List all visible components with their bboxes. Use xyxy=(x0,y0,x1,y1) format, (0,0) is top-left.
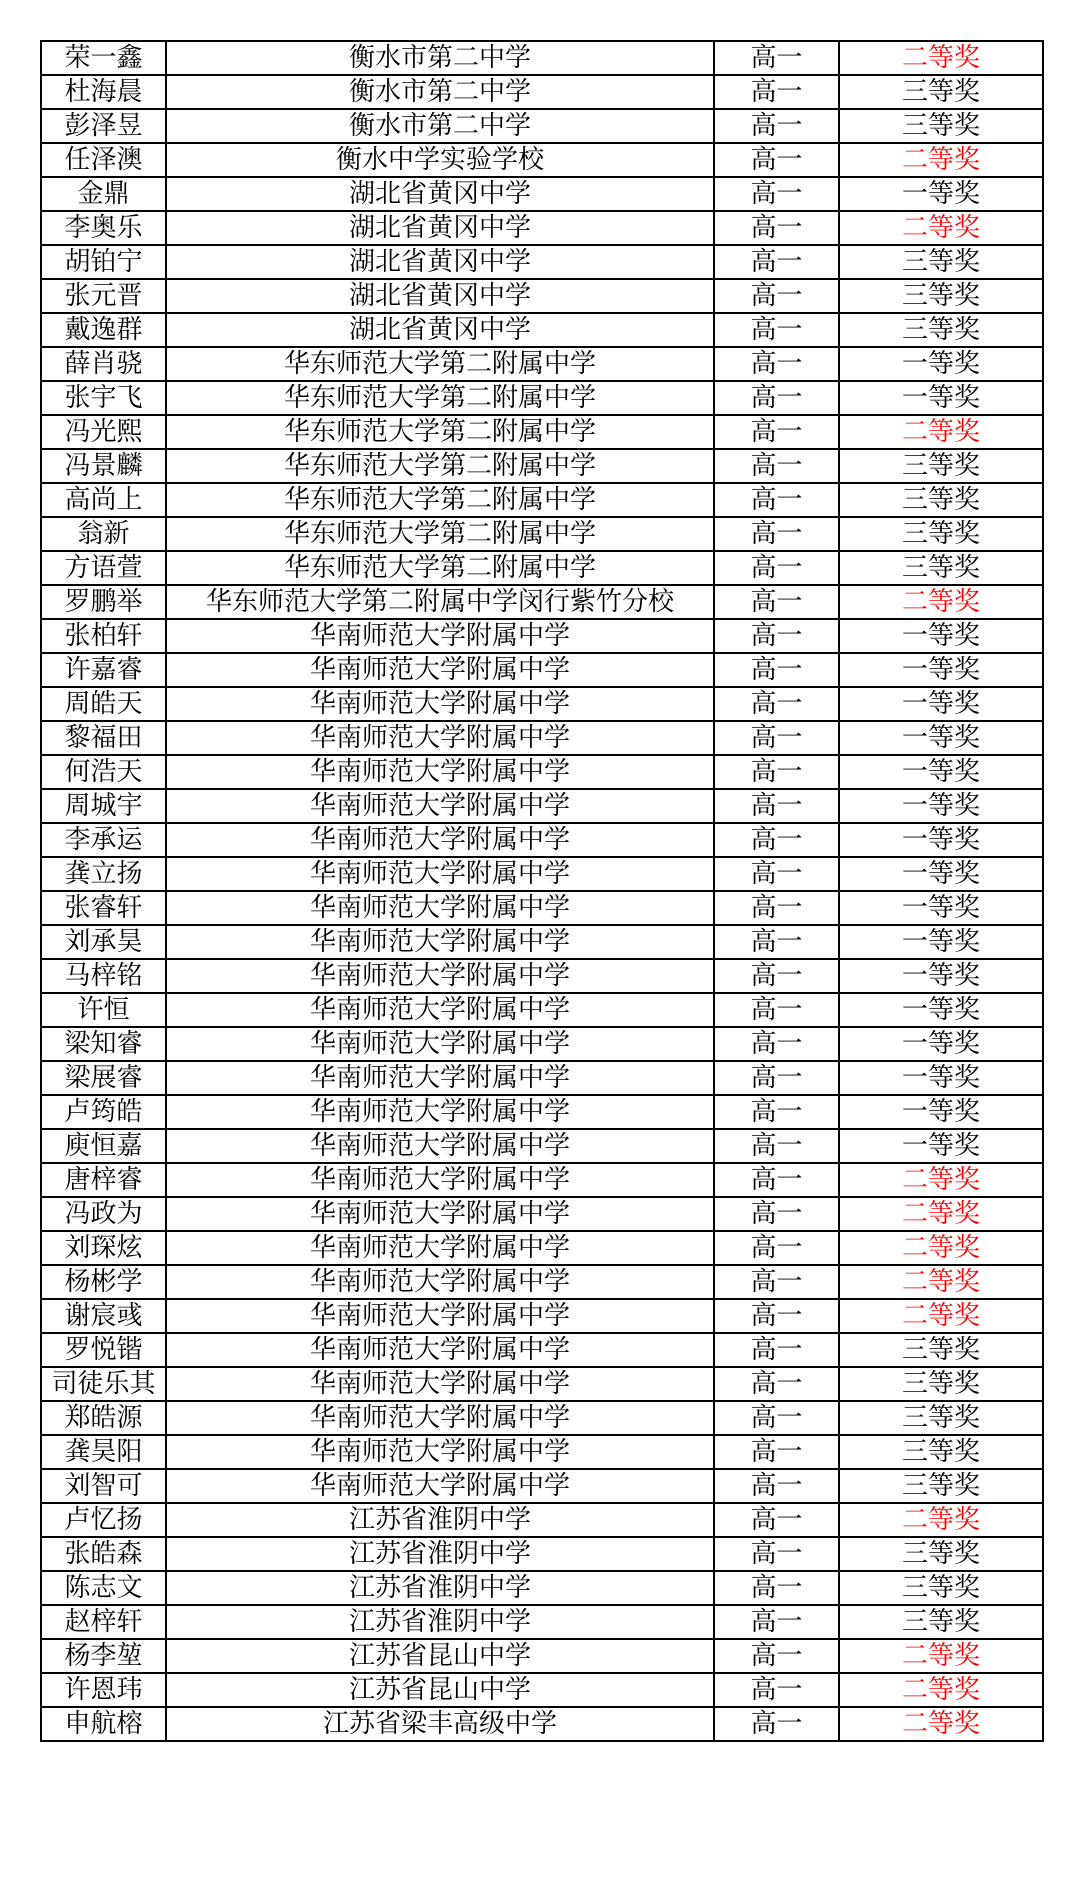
grade-cell: 高一 xyxy=(714,1537,839,1571)
school-cell: 华南师范大学附属中学 xyxy=(166,1265,714,1299)
grade-cell: 高一 xyxy=(714,517,839,551)
grade-cell: 高一 xyxy=(714,279,839,313)
award-cell: 一等奖 xyxy=(839,789,1043,823)
grade-cell: 高一 xyxy=(714,721,839,755)
student-name-cell: 张皓森 xyxy=(41,1537,166,1571)
table-row xyxy=(41,721,1043,755)
table-row xyxy=(41,313,1043,347)
grade-cell: 高一 xyxy=(714,381,839,415)
table-row xyxy=(41,1061,1043,1095)
student-name-cell: 许嘉睿 xyxy=(41,653,166,687)
table-row xyxy=(41,41,1043,75)
school-cell: 华南师范大学附属中学 xyxy=(166,1163,714,1197)
award-cell: 三等奖 xyxy=(839,1537,1043,1571)
award-cell: 三等奖 xyxy=(839,449,1043,483)
student-name-cell: 薛肖骁 xyxy=(41,347,166,381)
award-cell: 三等奖 xyxy=(839,75,1043,109)
table-row xyxy=(41,109,1043,143)
student-name-cell: 张宇飞 xyxy=(41,381,166,415)
table-row xyxy=(41,143,1043,177)
award-cell: 二等奖 xyxy=(839,1163,1043,1197)
award-cell: 三等奖 xyxy=(839,1401,1043,1435)
table-row xyxy=(41,1095,1043,1129)
school-cell: 华南师范大学附属中学 xyxy=(166,755,714,789)
grade-cell: 高一 xyxy=(714,1197,839,1231)
table-row xyxy=(41,857,1043,891)
student-name-cell: 高尚上 xyxy=(41,483,166,517)
school-cell: 湖北省黄冈中学 xyxy=(166,177,714,211)
award-cell: 一等奖 xyxy=(839,721,1043,755)
grade-cell: 高一 xyxy=(714,755,839,789)
grade-cell: 高一 xyxy=(714,143,839,177)
table-row xyxy=(41,925,1043,959)
award-cell: 二等奖 xyxy=(839,1673,1043,1707)
school-cell: 华南师范大学附属中学 xyxy=(166,1129,714,1163)
school-cell: 华东师范大学第二附属中学 xyxy=(166,551,714,585)
school-cell: 华南师范大学附属中学 xyxy=(166,687,714,721)
table-row xyxy=(41,551,1043,585)
award-cell: 三等奖 xyxy=(839,1435,1043,1469)
award-cell: 一等奖 xyxy=(839,993,1043,1027)
award-cell: 一等奖 xyxy=(839,619,1043,653)
grade-cell: 高一 xyxy=(714,687,839,721)
award-table-body xyxy=(41,41,1043,1741)
student-name-cell: 郑皓源 xyxy=(41,1401,166,1435)
award-cell: 一等奖 xyxy=(839,1061,1043,1095)
student-name-cell: 梁展睿 xyxy=(41,1061,166,1095)
table-row xyxy=(41,347,1043,381)
student-name-cell: 杨彬学 xyxy=(41,1265,166,1299)
student-name-cell: 冯光熙 xyxy=(41,415,166,449)
school-cell: 湖北省黄冈中学 xyxy=(166,211,714,245)
student-name-cell: 刘智可 xyxy=(41,1469,166,1503)
school-cell: 华东师范大学第二附属中学 xyxy=(166,483,714,517)
table-row xyxy=(41,1163,1043,1197)
student-name-cell: 金鼎 xyxy=(41,177,166,211)
school-cell: 江苏省淮阴中学 xyxy=(166,1537,714,1571)
student-name-cell: 任泽澳 xyxy=(41,143,166,177)
table-row xyxy=(41,1129,1043,1163)
school-cell: 华南师范大学附属中学 xyxy=(166,1401,714,1435)
grade-cell: 高一 xyxy=(714,925,839,959)
grade-cell: 高一 xyxy=(714,1299,839,1333)
table-row xyxy=(41,1367,1043,1401)
table-row xyxy=(41,823,1043,857)
table-row xyxy=(41,993,1043,1027)
student-name-cell: 杨李堃 xyxy=(41,1639,166,1673)
award-cell: 二等奖 xyxy=(839,211,1043,245)
award-cell: 一等奖 xyxy=(839,891,1043,925)
grade-cell: 高一 xyxy=(714,789,839,823)
award-cell: 二等奖 xyxy=(839,415,1043,449)
table-row xyxy=(41,1299,1043,1333)
grade-cell: 高一 xyxy=(714,959,839,993)
grade-cell: 高一 xyxy=(714,857,839,891)
student-name-cell: 刘琛炫 xyxy=(41,1231,166,1265)
table-row xyxy=(41,1027,1043,1061)
table-row xyxy=(41,687,1043,721)
student-name-cell: 卢筠皓 xyxy=(41,1095,166,1129)
school-cell: 华南师范大学附属中学 xyxy=(166,1027,714,1061)
student-name-cell: 李承运 xyxy=(41,823,166,857)
school-cell: 华南师范大学附属中学 xyxy=(166,925,714,959)
table-row xyxy=(41,1197,1043,1231)
school-cell: 江苏省淮阴中学 xyxy=(166,1503,714,1537)
grade-cell: 高一 xyxy=(714,1401,839,1435)
student-name-cell: 龚昊阳 xyxy=(41,1435,166,1469)
student-name-cell: 罗鹏举 xyxy=(41,585,166,619)
school-cell: 华南师范大学附属中学 xyxy=(166,653,714,687)
school-cell: 华东师范大学第二附属中学闵行紫竹分校 xyxy=(166,585,714,619)
award-cell: 三等奖 xyxy=(839,483,1043,517)
award-cell: 一等奖 xyxy=(839,177,1043,211)
student-name-cell: 许恒 xyxy=(41,993,166,1027)
award-cell: 三等奖 xyxy=(839,1469,1043,1503)
school-cell: 华南师范大学附属中学 xyxy=(166,823,714,857)
school-cell: 华南师范大学附属中学 xyxy=(166,619,714,653)
student-name-cell: 周城宇 xyxy=(41,789,166,823)
school-cell: 江苏省昆山中学 xyxy=(166,1673,714,1707)
award-cell: 二等奖 xyxy=(839,143,1043,177)
student-name-cell: 何浩天 xyxy=(41,755,166,789)
grade-cell: 高一 xyxy=(714,823,839,857)
grade-cell: 高一 xyxy=(714,1061,839,1095)
grade-cell: 高一 xyxy=(714,585,839,619)
school-cell: 华南师范大学附属中学 xyxy=(166,1435,714,1469)
grade-cell: 高一 xyxy=(714,211,839,245)
school-cell: 华东师范大学第二附属中学 xyxy=(166,347,714,381)
table-row xyxy=(41,959,1043,993)
table-row xyxy=(41,415,1043,449)
student-name-cell: 方语萱 xyxy=(41,551,166,585)
table-row xyxy=(41,245,1043,279)
school-cell: 华南师范大学附属中学 xyxy=(166,1299,714,1333)
school-cell: 衡水市第二中学 xyxy=(166,109,714,143)
school-cell: 江苏省梁丰高级中学 xyxy=(166,1707,714,1741)
award-cell: 三等奖 xyxy=(839,517,1043,551)
table-row xyxy=(41,1503,1043,1537)
student-name-cell: 张柏轩 xyxy=(41,619,166,653)
award-cell: 一等奖 xyxy=(839,959,1043,993)
grade-cell: 高一 xyxy=(714,1265,839,1299)
table-row xyxy=(41,1333,1043,1367)
table-row xyxy=(41,1605,1043,1639)
student-name-cell: 许恩玮 xyxy=(41,1673,166,1707)
school-cell: 衡水中学实验学校 xyxy=(166,143,714,177)
award-cell: 二等奖 xyxy=(839,1639,1043,1673)
school-cell: 华东师范大学第二附属中学 xyxy=(166,517,714,551)
school-cell: 湖北省黄冈中学 xyxy=(166,279,714,313)
grade-cell: 高一 xyxy=(714,1639,839,1673)
award-cell: 三等奖 xyxy=(839,1605,1043,1639)
school-cell: 江苏省昆山中学 xyxy=(166,1639,714,1673)
school-cell: 华南师范大学附属中学 xyxy=(166,857,714,891)
grade-cell: 高一 xyxy=(714,1435,839,1469)
award-cell: 三等奖 xyxy=(839,1367,1043,1401)
award-cell: 一等奖 xyxy=(839,1027,1043,1061)
grade-cell: 高一 xyxy=(714,1027,839,1061)
grade-cell: 高一 xyxy=(714,177,839,211)
school-cell: 华东师范大学第二附属中学 xyxy=(166,381,714,415)
award-cell: 一等奖 xyxy=(839,347,1043,381)
grade-cell: 高一 xyxy=(714,1129,839,1163)
grade-cell: 高一 xyxy=(714,1333,839,1367)
school-cell: 华南师范大学附属中学 xyxy=(166,721,714,755)
grade-cell: 高一 xyxy=(714,109,839,143)
student-name-cell: 谢宸彧 xyxy=(41,1299,166,1333)
school-cell: 华东师范大学第二附属中学 xyxy=(166,415,714,449)
grade-cell: 高一 xyxy=(714,1571,839,1605)
table-row xyxy=(41,1401,1043,1435)
grade-cell: 高一 xyxy=(714,1673,839,1707)
grade-cell: 高一 xyxy=(714,891,839,925)
grade-cell: 高一 xyxy=(714,415,839,449)
grade-cell: 高一 xyxy=(714,993,839,1027)
grade-cell: 高一 xyxy=(714,449,839,483)
table-row xyxy=(41,449,1043,483)
table-row xyxy=(41,1265,1043,1299)
table-row xyxy=(41,279,1043,313)
grade-cell: 高一 xyxy=(714,347,839,381)
table-row xyxy=(41,483,1043,517)
award-cell: 二等奖 xyxy=(839,1231,1043,1265)
award-cell: 一等奖 xyxy=(839,857,1043,891)
grade-cell: 高一 xyxy=(714,619,839,653)
grade-cell: 高一 xyxy=(714,313,839,347)
grade-cell: 高一 xyxy=(714,1095,839,1129)
award-cell: 三等奖 xyxy=(839,279,1043,313)
student-name-cell: 龚立扬 xyxy=(41,857,166,891)
grade-cell: 高一 xyxy=(714,1503,839,1537)
student-name-cell: 张元晋 xyxy=(41,279,166,313)
grade-cell: 高一 xyxy=(714,1163,839,1197)
table-row xyxy=(41,517,1043,551)
award-cell: 二等奖 xyxy=(839,1265,1043,1299)
student-name-cell: 申航榕 xyxy=(41,1707,166,1741)
award-cell: 一等奖 xyxy=(839,381,1043,415)
student-name-cell: 马梓铭 xyxy=(41,959,166,993)
student-name-cell: 周皓天 xyxy=(41,687,166,721)
grade-cell: 高一 xyxy=(714,551,839,585)
student-name-cell: 卢忆扬 xyxy=(41,1503,166,1537)
award-cell: 一等奖 xyxy=(839,755,1043,789)
student-name-cell: 陈志文 xyxy=(41,1571,166,1605)
student-name-cell: 张睿轩 xyxy=(41,891,166,925)
award-cell: 三等奖 xyxy=(839,245,1043,279)
student-name-cell: 翁新 xyxy=(41,517,166,551)
award-cell: 三等奖 xyxy=(839,1333,1043,1367)
grade-cell: 高一 xyxy=(714,1605,839,1639)
student-name-cell: 梁知睿 xyxy=(41,1027,166,1061)
student-name-cell: 杜海晨 xyxy=(41,75,166,109)
student-name-cell: 冯景麟 xyxy=(41,449,166,483)
table-row xyxy=(41,75,1043,109)
student-name-cell: 刘承昊 xyxy=(41,925,166,959)
school-cell: 江苏省淮阴中学 xyxy=(166,1571,714,1605)
student-name-cell: 庾恒嘉 xyxy=(41,1129,166,1163)
table-row xyxy=(41,619,1043,653)
student-name-cell: 黎福田 xyxy=(41,721,166,755)
school-cell: 华南师范大学附属中学 xyxy=(166,1469,714,1503)
student-name-cell: 冯政为 xyxy=(41,1197,166,1231)
student-name-cell: 胡铂宁 xyxy=(41,245,166,279)
table-row xyxy=(41,1231,1043,1265)
student-name-cell: 戴逸群 xyxy=(41,313,166,347)
table-row xyxy=(41,1707,1043,1741)
school-cell: 华南师范大学附属中学 xyxy=(166,1197,714,1231)
award-cell: 二等奖 xyxy=(839,1503,1043,1537)
award-cell: 三等奖 xyxy=(839,1571,1043,1605)
award-table xyxy=(40,40,1044,1742)
grade-cell: 高一 xyxy=(714,1469,839,1503)
school-cell: 华东师范大学第二附属中学 xyxy=(166,449,714,483)
grade-cell: 高一 xyxy=(714,41,839,75)
student-name-cell: 司徒乐其 xyxy=(41,1367,166,1401)
school-cell: 华南师范大学附属中学 xyxy=(166,1061,714,1095)
student-name-cell: 彭泽昱 xyxy=(41,109,166,143)
table-row xyxy=(41,789,1043,823)
school-cell: 华南师范大学附属中学 xyxy=(166,959,714,993)
grade-cell: 高一 xyxy=(714,75,839,109)
grade-cell: 高一 xyxy=(714,1367,839,1401)
award-cell: 二等奖 xyxy=(839,1299,1043,1333)
award-cell: 一等奖 xyxy=(839,823,1043,857)
table-row xyxy=(41,1435,1043,1469)
school-cell: 华南师范大学附属中学 xyxy=(166,1095,714,1129)
award-cell: 二等奖 xyxy=(839,1707,1043,1741)
school-cell: 华南师范大学附属中学 xyxy=(166,1367,714,1401)
table-row xyxy=(41,1571,1043,1605)
school-cell: 湖北省黄冈中学 xyxy=(166,313,714,347)
award-cell: 二等奖 xyxy=(839,1197,1043,1231)
school-cell: 衡水市第二中学 xyxy=(166,41,714,75)
school-cell: 华南师范大学附属中学 xyxy=(166,1333,714,1367)
grade-cell: 高一 xyxy=(714,1707,839,1741)
school-cell: 华南师范大学附属中学 xyxy=(166,789,714,823)
table-row xyxy=(41,891,1043,925)
award-cell: 一等奖 xyxy=(839,1095,1043,1129)
table-row xyxy=(41,755,1043,789)
table-row xyxy=(41,211,1043,245)
table-row xyxy=(41,1469,1043,1503)
table-row xyxy=(41,1673,1043,1707)
award-cell: 一等奖 xyxy=(839,925,1043,959)
award-cell: 一等奖 xyxy=(839,687,1043,721)
table-row xyxy=(41,585,1043,619)
table-row xyxy=(41,653,1043,687)
student-name-cell: 唐梓睿 xyxy=(41,1163,166,1197)
award-cell: 三等奖 xyxy=(839,109,1043,143)
school-cell: 华南师范大学附属中学 xyxy=(166,891,714,925)
school-cell: 华南师范大学附属中学 xyxy=(166,993,714,1027)
grade-cell: 高一 xyxy=(714,245,839,279)
student-name-cell: 罗悦锴 xyxy=(41,1333,166,1367)
grade-cell: 高一 xyxy=(714,653,839,687)
table-row xyxy=(41,1537,1043,1571)
grade-cell: 高一 xyxy=(714,1231,839,1265)
school-cell: 华南师范大学附属中学 xyxy=(166,1231,714,1265)
award-cell: 一等奖 xyxy=(839,653,1043,687)
school-cell: 衡水市第二中学 xyxy=(166,75,714,109)
grade-cell: 高一 xyxy=(714,483,839,517)
student-name-cell: 荣一鑫 xyxy=(41,41,166,75)
table-row xyxy=(41,1639,1043,1673)
school-cell: 江苏省淮阴中学 xyxy=(166,1605,714,1639)
award-cell: 一等奖 xyxy=(839,1129,1043,1163)
table-row xyxy=(41,177,1043,211)
student-name-cell: 赵梓轩 xyxy=(41,1605,166,1639)
award-cell: 三等奖 xyxy=(839,313,1043,347)
school-cell: 湖北省黄冈中学 xyxy=(166,245,714,279)
student-name-cell: 李奥乐 xyxy=(41,211,166,245)
award-cell: 二等奖 xyxy=(839,41,1043,75)
award-cell: 三等奖 xyxy=(839,551,1043,585)
table-row xyxy=(41,381,1043,415)
award-cell: 二等奖 xyxy=(839,585,1043,619)
